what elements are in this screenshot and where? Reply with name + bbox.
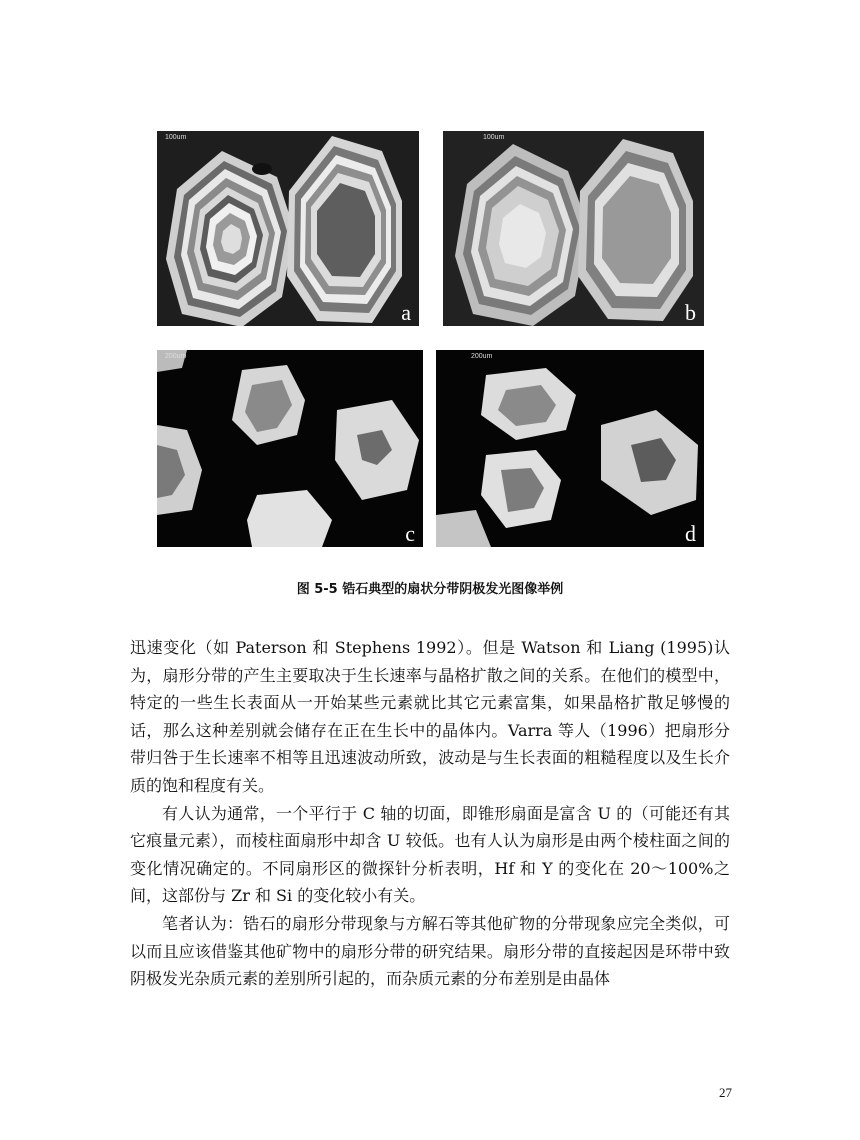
paragraph: 迅速变化（如 Paterson 和 Stephens 1992）。但是 Watson 和 Liang (1995)认为，扇形分带的产生主要取决于生长速率与晶格扩散之间的关系。在他们的模型中，特定的一些生长表面从一开始某些元素就比其它元素富集，如果晶格扩散足够慢的话，那么这种差别就会储存在正在生长中的晶体内。Varra 等人（1996）把扇形分带归咎于生长速率不相等且迅速波动所致，波动是与生长表面的粗糙程度以及生长介质的饱和程度有关。 [130, 638, 730, 795]
zircon-image-b [443, 131, 704, 326]
panel-letter-d: d [685, 521, 696, 546]
panel-letter-c: c [405, 521, 415, 546]
scale-bar-label: 200um [165, 353, 187, 360]
zircon-image-a [157, 131, 419, 326]
figure-panel-a [157, 131, 419, 326]
panel-letter-b: b [685, 300, 696, 325]
figure-panel-c [157, 350, 423, 547]
paragraph: 有人认为通常，一个平行于 C 轴的切面，即锥形扇面是富含 U 的（可能还有其它痕量元素），而棱柱面扇形中却含 U 较低。也有人认为扇形是由两个棱柱面之间的变化情况确定的。不同扇形区的微探针分析表明，Hf 和 Y 的变化在 20～100%之间，这部份与 Zr 和 Si 的变化较小有关。 [130, 803, 730, 906]
panel-letter-a: a [401, 300, 411, 325]
page-number: 27 [719, 1085, 732, 1100]
zircon-image-c [157, 350, 423, 547]
paragraph: 笔者认为：锆石的扇形分带现象与方解石等其他矿物的分带现象应完全类似，可以而且应该借鉴其他矿物中的扇形分带的研究结果。扇形分带的直接起因是环带中致阴极发光杂质元素的差别所引起的，而杂质元素的分布差别是由晶体 [130, 913, 730, 989]
zircon-image-d [436, 350, 704, 547]
scale-bar-label: 100um [483, 134, 505, 141]
body-text [130, 634, 730, 993]
figure-caption: 图 5-5 锆石典型的扇状分带阴极发光图像举例 [296, 582, 564, 597]
scale-bar-label: 200um [471, 353, 493, 360]
figure-panel-b [443, 131, 704, 326]
figure-panel-d [436, 350, 704, 547]
scale-bar-label: 100um [165, 134, 187, 141]
